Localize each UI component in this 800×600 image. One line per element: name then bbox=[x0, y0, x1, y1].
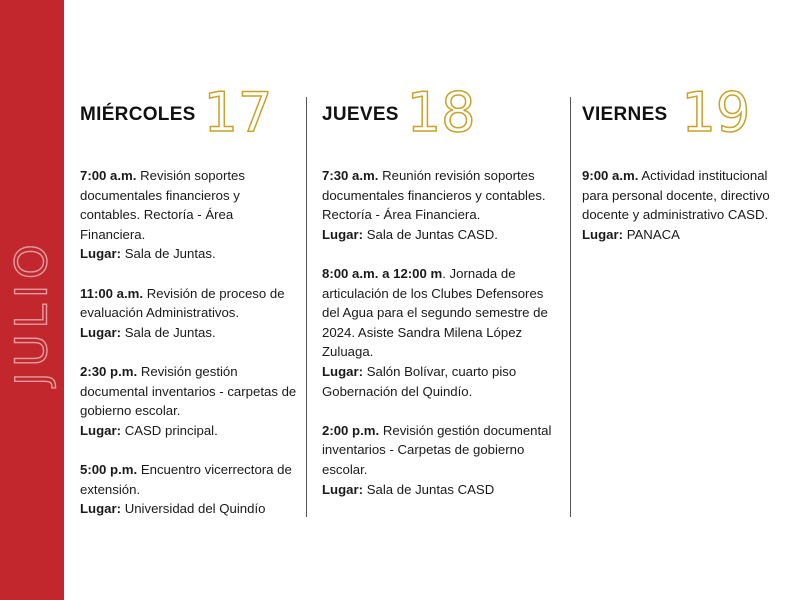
day-name: MIÉRCOLES bbox=[80, 104, 196, 125]
day-header bbox=[582, 81, 782, 144]
event-item bbox=[322, 421, 558, 499]
day-column-thursday bbox=[322, 81, 558, 519]
location-label: Lugar: bbox=[322, 481, 364, 497]
column-divider bbox=[306, 97, 307, 517]
event-item bbox=[80, 362, 298, 440]
event-time: 9:00 a.m. bbox=[582, 168, 639, 183]
day-number: 19 bbox=[681, 81, 751, 144]
event-description: Revisión soportes documentales financieros y contables. Rectoría - Área Financiera. bbox=[80, 168, 245, 242]
event-item bbox=[582, 166, 782, 244]
day-number: 18 bbox=[406, 81, 476, 144]
event-description: Actividad institucional para personal docente, directivo docente y administrativo CASD. bbox=[582, 168, 770, 223]
event-time: 2:00 p.m. bbox=[322, 422, 380, 438]
event-description: Encuentro vicerrectora de extensión. bbox=[80, 461, 292, 497]
event-time: 2:30 p.m. bbox=[80, 363, 138, 379]
month-sidebar bbox=[0, 0, 64, 600]
day-column-wednesday bbox=[80, 81, 298, 538]
day-column-friday bbox=[582, 81, 782, 264]
event-description: . Jornada de articulación de los Clubes Defensores del Agua para el segundo semestre de 2024. Asiste Sandra Milena López Zuluaga. bbox=[322, 265, 548, 360]
event-description: Revisión de proceso de evaluación Administrativos. bbox=[80, 285, 285, 321]
event-time: 7:30 a.m. bbox=[322, 168, 379, 183]
event-description: Revisión gestión documental inventarios - carpetas de gobierno escolar. bbox=[80, 363, 297, 419]
location-label: Lugar: bbox=[582, 226, 624, 242]
event-item bbox=[80, 166, 298, 264]
day-name: JUEVES bbox=[322, 104, 399, 125]
location-label: Lugar: bbox=[322, 363, 364, 379]
location-label: Lugar: bbox=[322, 226, 364, 242]
event-location: Sala de Juntas. bbox=[121, 246, 216, 262]
event-location: PANACA bbox=[623, 226, 680, 242]
event-location: CASD principal. bbox=[121, 422, 218, 438]
event-location: Sala de Juntas CASD. bbox=[363, 226, 498, 242]
event-location: Sala de Juntas CASD bbox=[363, 481, 495, 497]
location-label: Lugar: bbox=[80, 501, 122, 517]
event-location: Universidad del Quindío bbox=[121, 501, 266, 517]
location-label: Lugar: bbox=[80, 246, 122, 262]
event-time: 8:00 a.m. a 12:00 m bbox=[322, 265, 443, 281]
column-divider bbox=[570, 97, 571, 517]
month-label: JULIO bbox=[6, 238, 58, 386]
location-label: Lugar: bbox=[80, 324, 122, 340]
event-time: 7:00 a.m. bbox=[80, 168, 137, 183]
event-time: 5:00 p.m. bbox=[80, 461, 138, 477]
day-header bbox=[322, 81, 558, 144]
event-item bbox=[322, 264, 558, 401]
event-description: Reunión revisión soportes documentales financieros y contables. Rectoría - Área Financiera. bbox=[322, 168, 546, 223]
event-location: Sala de Juntas. bbox=[121, 324, 216, 340]
day-number: 17 bbox=[203, 81, 273, 144]
day-header bbox=[80, 81, 298, 144]
event-item bbox=[80, 460, 298, 519]
event-location: Salón Bolívar, cuarto piso Gobernación del Quindío. bbox=[322, 363, 517, 399]
event-time: 11:00 a.m. bbox=[80, 285, 144, 301]
day-name: VIERNES bbox=[582, 104, 668, 125]
event-item bbox=[322, 166, 558, 244]
event-description: Revisión gestión documental inventarios - Carpetas de gobierno escolar. bbox=[322, 422, 552, 477]
event-item bbox=[80, 284, 298, 343]
location-label: Lugar: bbox=[80, 422, 122, 438]
